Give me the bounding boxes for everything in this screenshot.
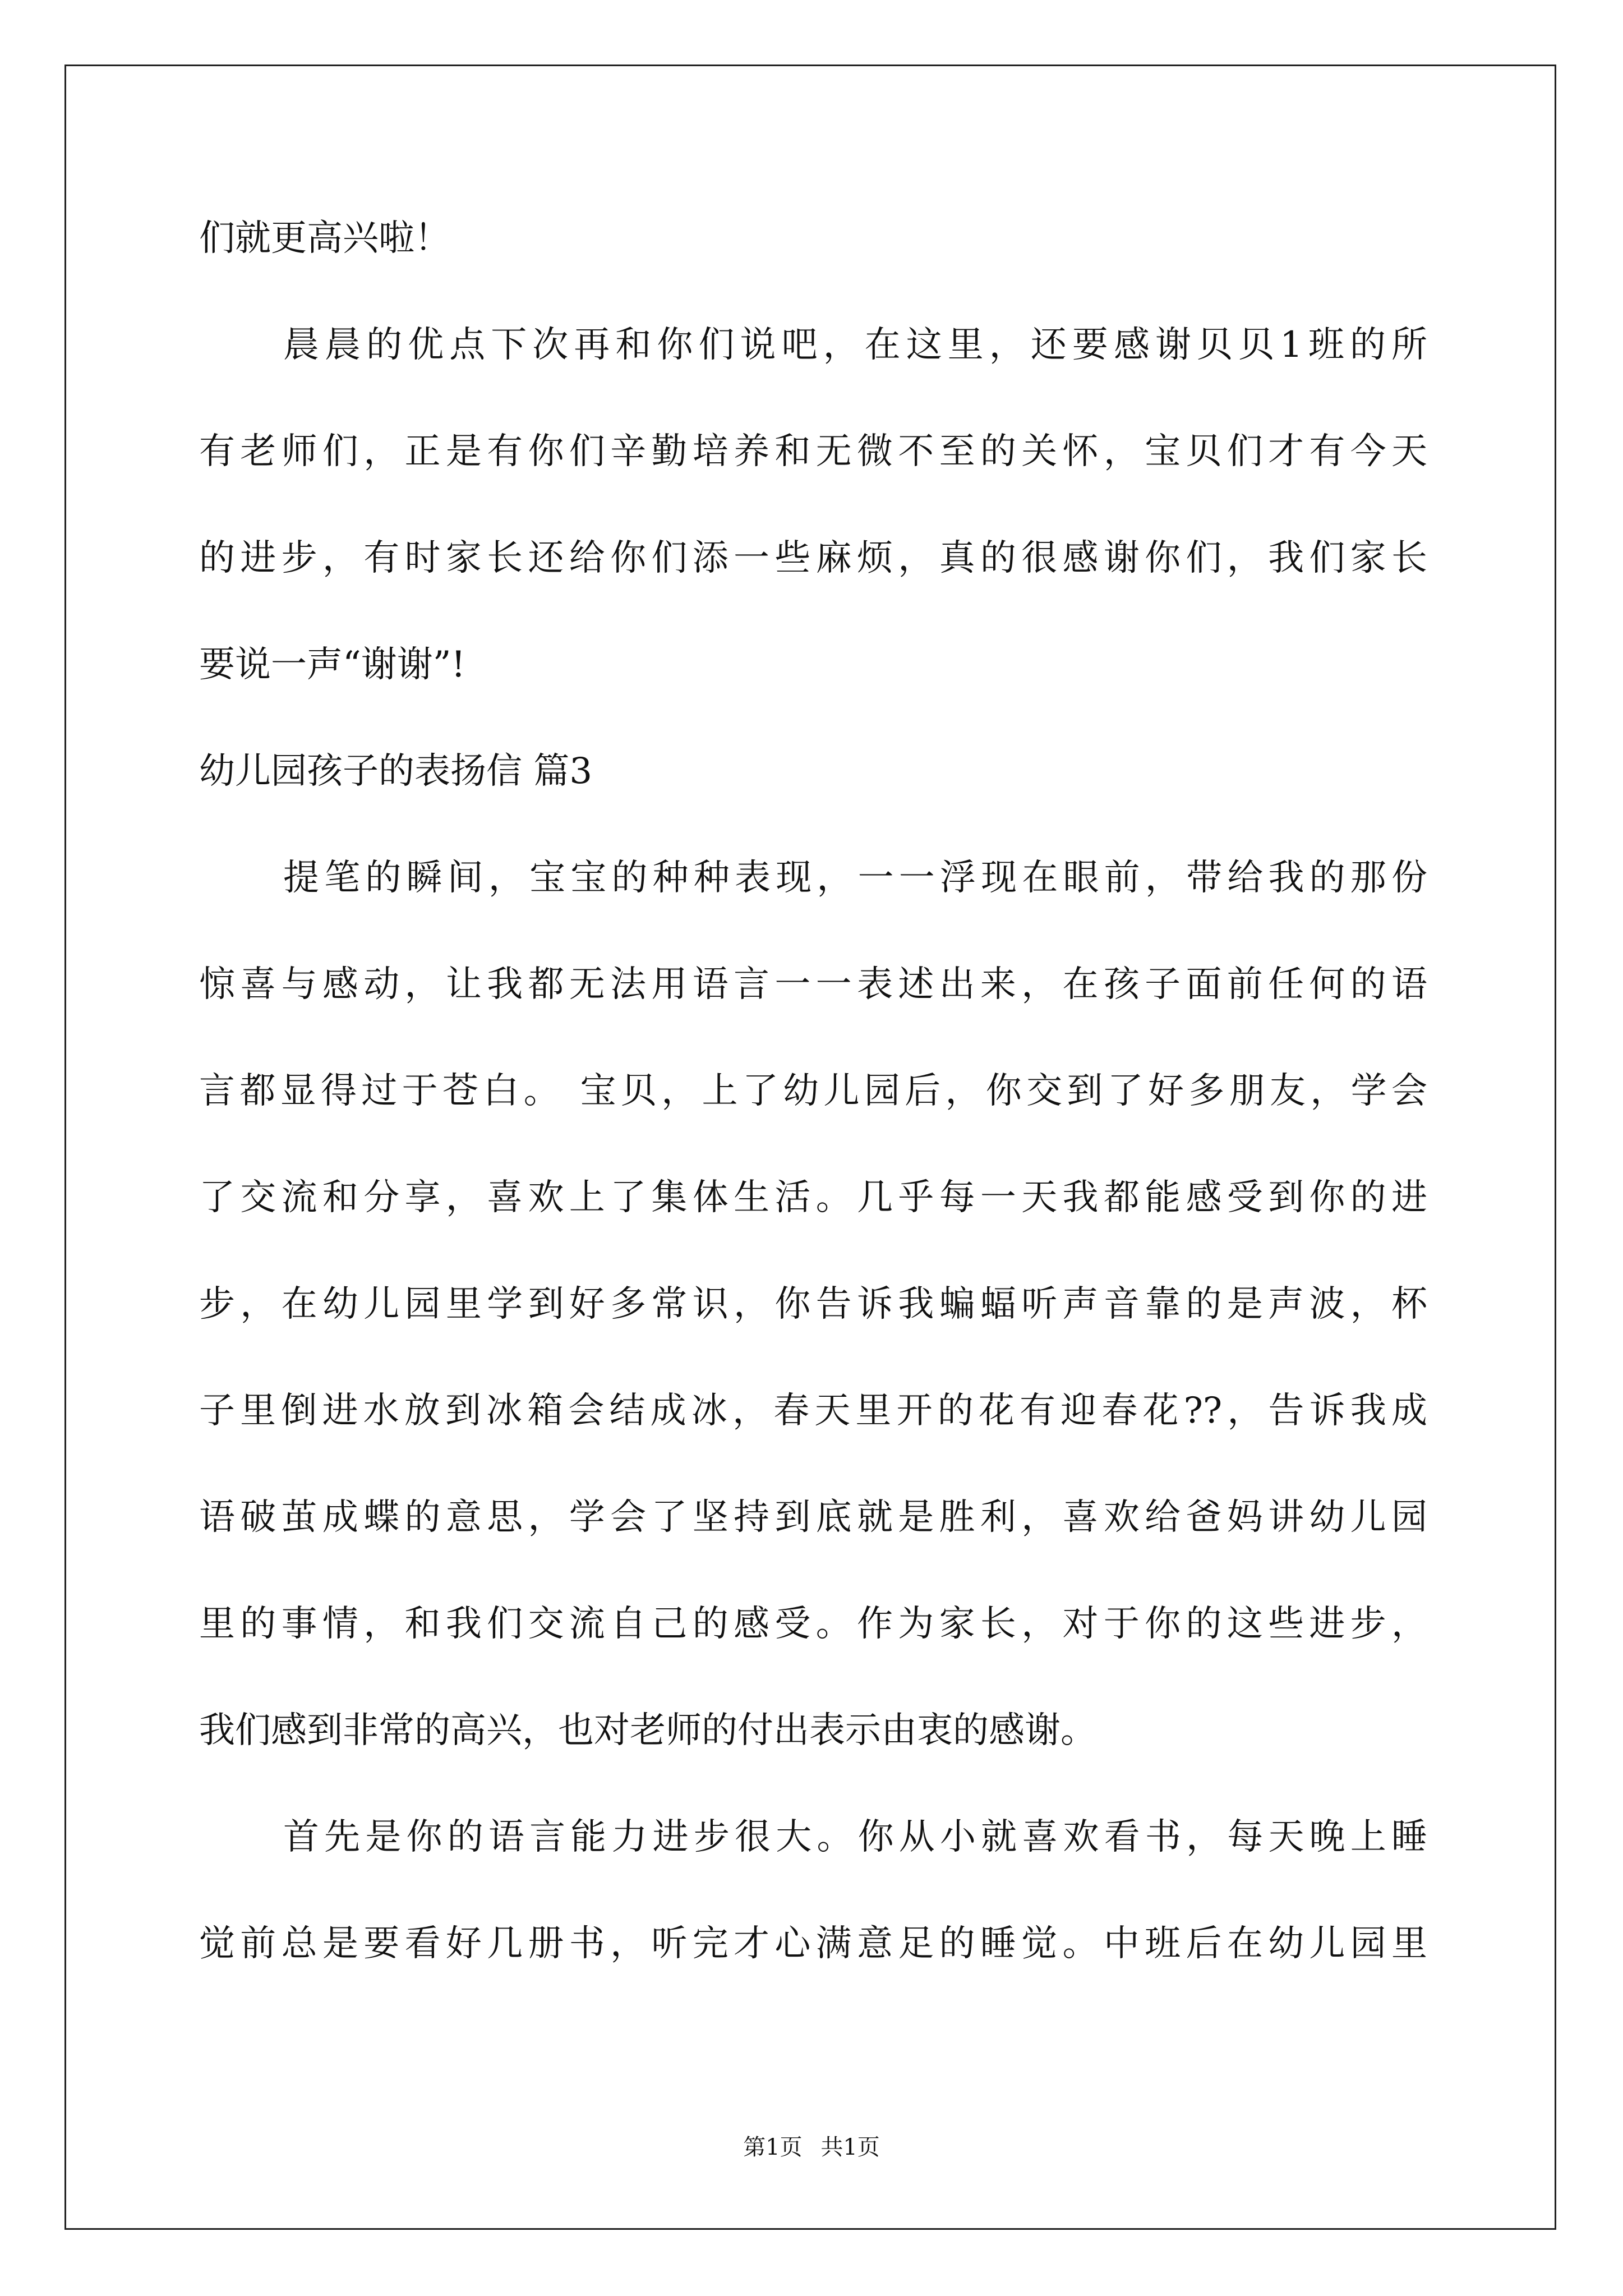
text-line: 语破茧成蝶的意思，学会了坚持到底就是胜利，喜欢给爸妈讲幼儿园 [199, 1497, 1427, 1538]
page-border [64, 65, 1556, 2230]
page-footer [0, 2131, 1623, 2164]
text-line: 们就更高兴啦！ [199, 218, 450, 259]
text-line: 有老师们，正是有你们辛勤培养和无微不至的关怀，宝贝们才有今天 [199, 431, 1427, 472]
text-line: 惊喜与感动，让我都无法用语言一一表述出来，在孩子面前任何的语 [199, 964, 1427, 1005]
text-line: 步，在幼儿园里学到好多常识，你告诉我蝙蝠听声音靠的是声波，杯 [199, 1283, 1427, 1325]
text-line: 言都显得过于苍白。 宝贝，上了幼儿园后，你交到了好多朋友，学会 [199, 1070, 1427, 1112]
text-line: 了交流和分享，喜欢上了集体生活。几乎每一天我都能感受到你的进 [199, 1177, 1427, 1218]
section-heading: 幼儿园孩子的表扬信 篇3 [199, 751, 593, 792]
text-line: 的进步，有时家长还给你们添一些麻烦，真的很感谢你们，我们家长 [199, 537, 1427, 579]
page-total: 共1页 [820, 2134, 880, 2160]
paragraph-start-line: 提笔的瞬间，宝宝的种种表现，一一浮现在眼前，带给我的那份 [283, 857, 1427, 899]
text-line: 子里倒进水放到冰箱会结成冰，春天里开的花有迎春花??，告诉我成 [199, 1390, 1427, 1432]
paragraph-start-line: 晨晨的优点下次再和你们说吧，在这里，还要感谢贝贝1班的所 [283, 324, 1427, 366]
text-line: 要说一声“谢谢”! [199, 644, 466, 685]
text-line: 觉前总是要看好几册书，听完才心满意足的睡觉。中班后在幼儿园里 [199, 1923, 1427, 1964]
text-line: 我们感到非常的高兴，也对老师的付出表示由衷的感谢。 [199, 1710, 1096, 1751]
paragraph-start-line: 首先是你的语言能力进步很大。你从小就喜欢看书，每天晚上睡 [283, 1816, 1427, 1858]
text-line: 里的事情，和我们交流自己的感受。作为家长，对于你的这些进步， [199, 1603, 1427, 1645]
page-number: 第1页 [743, 2134, 803, 2160]
